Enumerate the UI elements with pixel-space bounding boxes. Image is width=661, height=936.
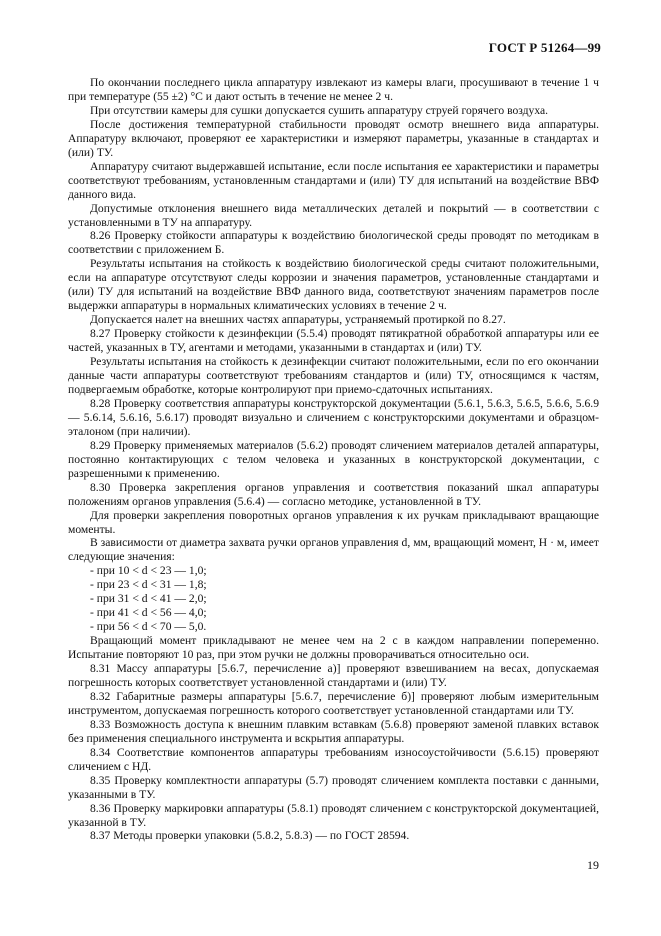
paragraph-8-37: 8.37 Методы проверки упаковки (5.8.2, 5.8.3) — по ГОСТ 28594. bbox=[90, 829, 410, 843]
list-item: - при 41 < d < 56 — 4,0; bbox=[90, 606, 207, 620]
paragraph-8-30: 8.30 Проверка закрепления органов управления и соответствия показаний шкал аппаратуры положениям органов управления (5.6.4) — согласно методике, установленной в ТУ. bbox=[68, 480, 599, 508]
paragraph-8-26: 8.26 Проверку стойкости аппаратуры к воздействию биологической среды проводят по методикам в соответствии с приложением Б. bbox=[68, 229, 599, 257]
paragraph-8-34: 8.34 Соответствие компонентов аппаратуры требованиям износоустойчивости (5.6.15) проверяют сличением с НД. bbox=[68, 745, 599, 773]
paragraph: Результаты испытания на стойкость к воздействию биологической среды считают положительными, если на аппаратуре отсутствуют следы коррозии и значения параметров, установленные стандартами и (или) ТУ для испытаний на воздействие ВВФ данного вида, соответствуют значениям параметров после выдержки аппаратуры в нормальных климатических условиях в течение 2 ч. bbox=[68, 257, 599, 313]
list-item: - при 56 < d < 70 — 5,0. bbox=[90, 620, 207, 634]
paragraph: В зависимости от диаметра захвата ручки органов управления d, мм, вращающий момент, Н · м, имеет следующие значения: bbox=[68, 536, 599, 564]
list-item: - при 10 < d < 23 — 1,0; bbox=[90, 564, 207, 578]
paragraph-8-29: 8.29 Проверку применяемых материалов (5.6.2) проводят сличением материалов деталей аппаратуры, постоянно контактирующих с телом человека и указанных в конструкторской документации, с разрешенными к применению. bbox=[68, 438, 599, 480]
paragraph: Вращающий момент прикладывают не менее чем на 2 с в каждом направлении попеременно. Испытание повторяют 10 раз, при этом ручки не должны проворачиваться относительно оси. bbox=[68, 634, 599, 662]
torque-list bbox=[68, 564, 599, 634]
paragraph: Аппаратуру считают выдержавшей испытание, если после испытания ее характеристики и параметры соответствуют требованиям, установленным стандартами и (или) ТУ для испытаний на воздействие ВВФ данного вида. bbox=[68, 159, 599, 201]
standard-header: ГОСТ Р 51264—99 bbox=[488, 40, 601, 55]
paragraph-8-36: 8.36 Проверку маркировки аппаратуры (5.8.1) проводят сличением с конструкторской документацией, указанной в ТУ. bbox=[68, 801, 599, 829]
paragraph-8-33: 8.33 Возможность доступа к внешним плавким вставкам (5.6.8) проверяют заменой плавких вставок без применения специального инструмента и вскрытия аппаратуры. bbox=[68, 717, 599, 745]
paragraph: Для проверки закрепления поворотных органов управления к их ручкам прикладывают вращающие моменты. bbox=[68, 508, 599, 536]
paragraph-8-27: 8.27 Проверку стойкости к дезинфекции (5.5.4) проводят пятикратной обработкой аппаратуры или ее частей, указанных в ТУ, агентами и методами, указанными в стандартах и (или) ТУ. bbox=[68, 327, 599, 355]
paragraph-8-35: 8.35 Проверку комплектности аппаратуры (5.7) проводят сличением комплекта поставки с данными, указанными в ТУ. bbox=[68, 773, 599, 801]
paragraph: Результаты испытания на стойкость к дезинфекции считают положительными, если по его окончании данные части аппаратуры соответствуют требованиям стандартов и (или) ТУ, относящимся к частям, подвергаемым обработке, которые контролируют при приемо-сдаточных испытаниях. bbox=[68, 355, 599, 396]
list-item: - при 31 < d < 41 — 2,0; bbox=[90, 592, 207, 606]
paragraph: Допускается налет на внешних частях аппаратуры, устраняемый протиркой по 8.27. bbox=[90, 313, 506, 327]
paragraph-8-28: 8.28 Проверку соответствия аппаратуры конструкторской документации (5.6.1, 5.6.3, 5.6.5, 5.6.6, 5.6.9 — 5.6.14, 5.6.16, 5.6.17) проводят визуально и сличением с конструкторскими документами и образцом-эталоном (при наличии). bbox=[68, 396, 599, 438]
paragraph: Допустимые отклонения внешнего вида металлических деталей и покрытий — в соответствии с установленными в ТУ на аппаратуру. bbox=[68, 201, 599, 229]
paragraph-8-32: 8.32 Габаритные размеры аппаратуры [5.6.7, перечисление б)] проверяют любым измерительным инструментом, допускаемая погрешность которого соответствует установленной стандартами или ТУ. bbox=[68, 689, 599, 717]
page-number: 19 bbox=[587, 858, 599, 872]
paragraph: По окончании последнего цикла аппаратуру извлекают из камеры влаги, просушивают в течение 1 ч при температуре (55 ±2) °С и дают остыть в течение не менее 2 ч. bbox=[68, 76, 599, 103]
paragraph-8-31: 8.31 Массу аппаратуры [5.6.7, перечисление а)] проверяют взвешиванием на весах, допускаемая погрешность которых соответствует установленной стандартами и (или) ТУ. bbox=[68, 662, 599, 689]
paragraph: При отсутствии камеры для сушки допускается сушить аппаратуру струей горячего воздуха. bbox=[90, 103, 549, 117]
document-body bbox=[68, 76, 599, 843]
paragraph: После достижения температурной стабильности проводят осмотр внешнего вида аппаратуры. Аппаратуру включают, проверяют ее характеристики и измеряют параметры, указанные в стандартах и (или) ТУ. bbox=[68, 117, 599, 159]
list-item: - при 23 < d < 31 — 1,8; bbox=[90, 578, 207, 592]
